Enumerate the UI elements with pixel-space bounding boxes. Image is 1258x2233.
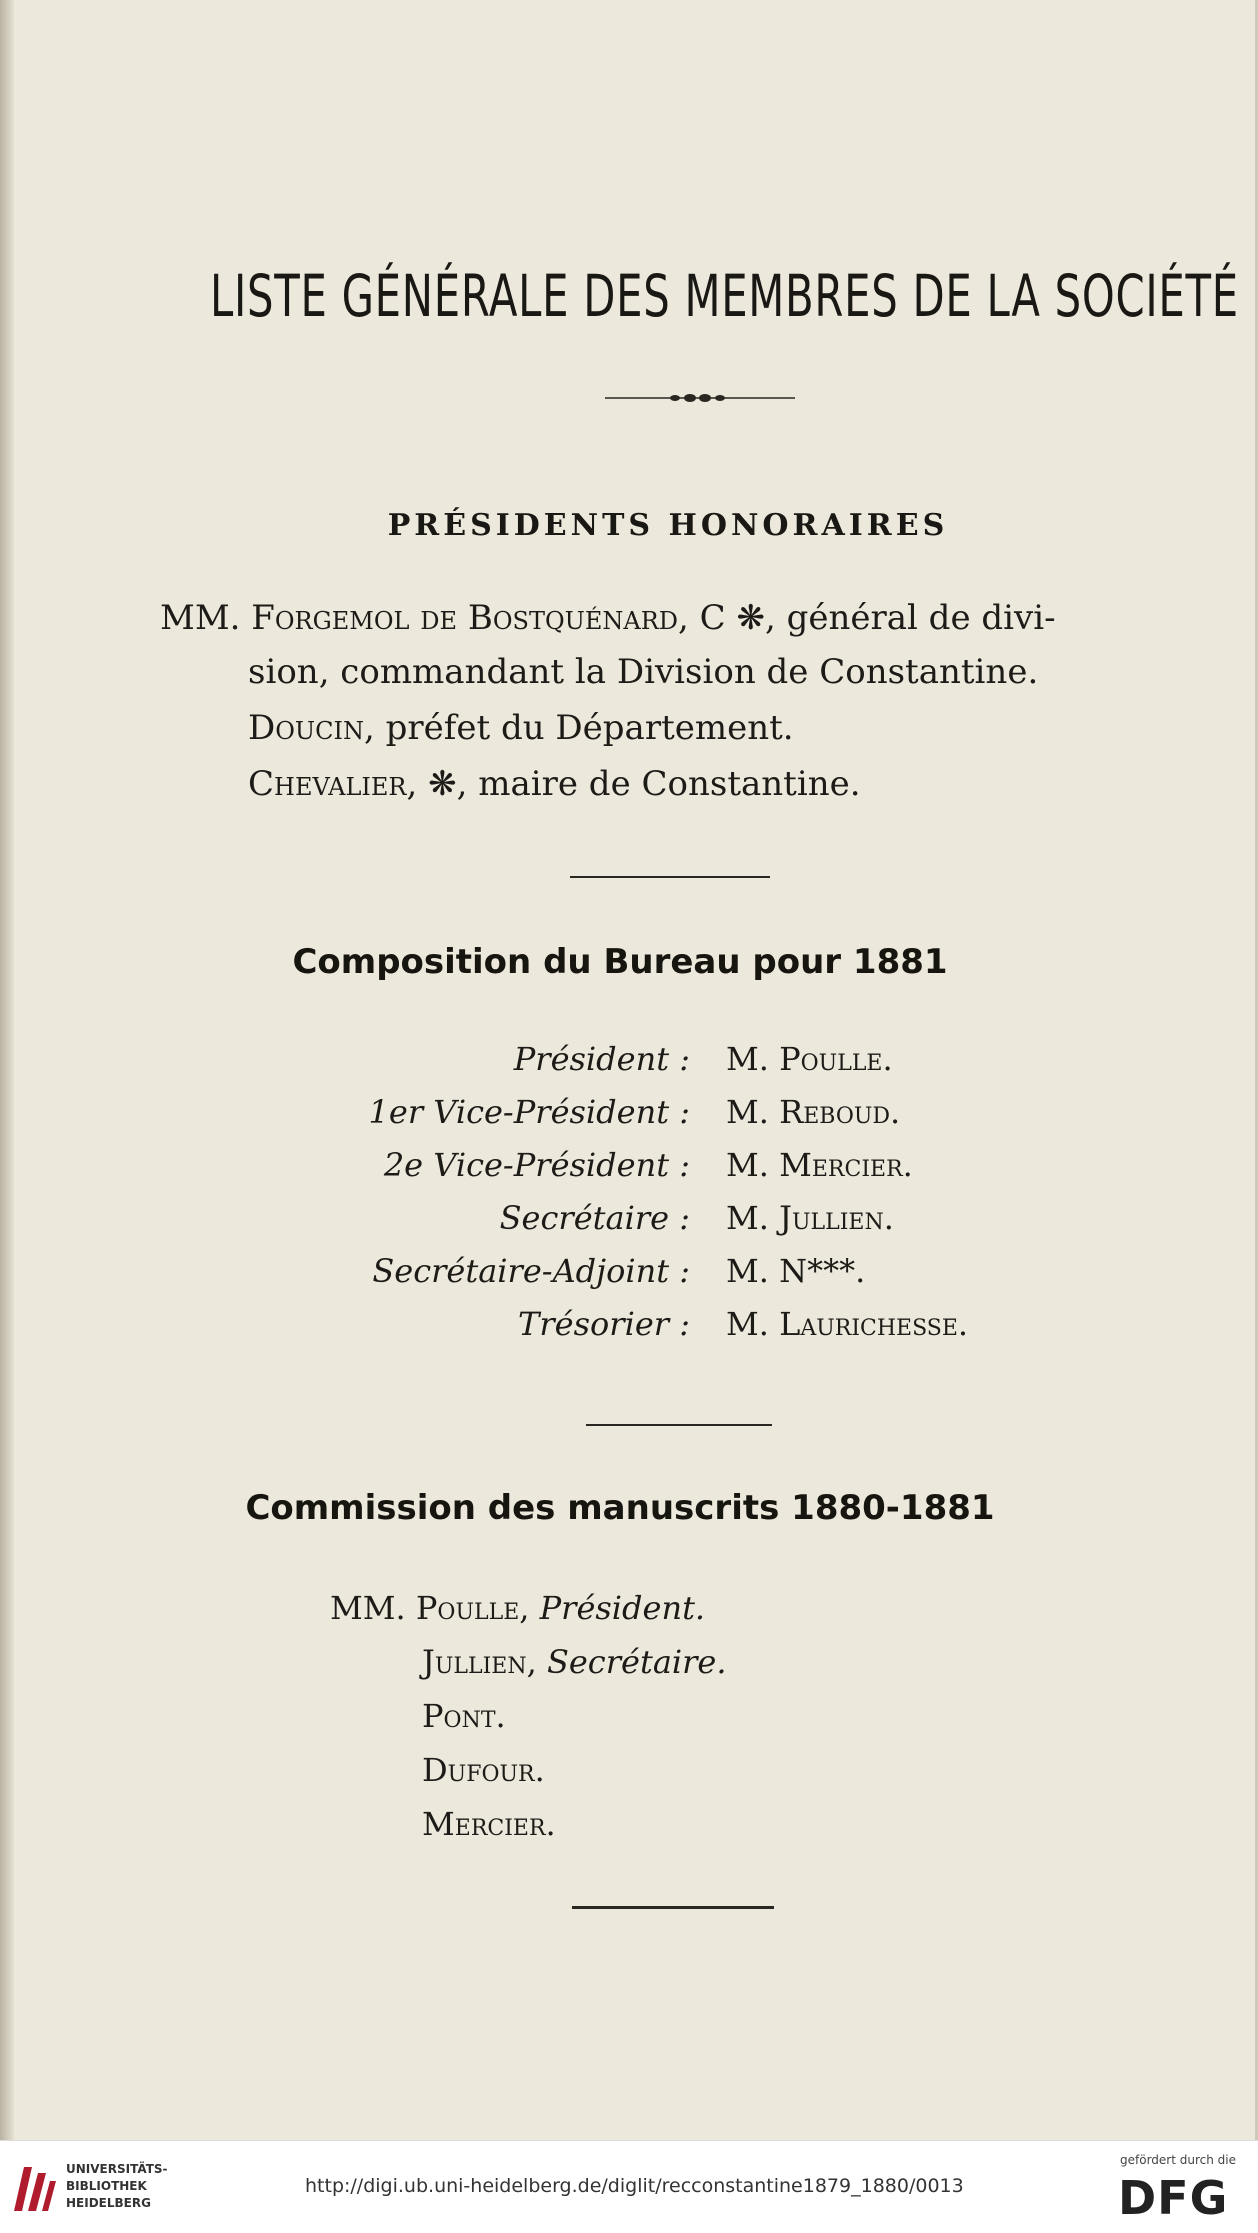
presidents-heading: PRÉSIDENTS HONORAIRES — [387, 508, 949, 543]
member-name: Jullien — [422, 1643, 527, 1681]
commission-line-2: Jullien, Secrétaire. — [422, 1643, 727, 1681]
commission-line-1: MM. Poulle, Président. — [330, 1589, 706, 1627]
commission-line-5: Mercier. — [422, 1805, 556, 1843]
president-name: Doucin — [248, 708, 365, 748]
office-holder-name: M. Mercier. — [726, 1146, 913, 1184]
office-role: 2e Vice-Président : — [383, 1146, 690, 1184]
office-role: 1er Vice-Président : — [368, 1093, 690, 1131]
office-holder-name: M. N***. — [726, 1252, 866, 1290]
office-role: Président : — [513, 1040, 690, 1078]
office-holder-name: M. Laurichesse. — [726, 1305, 969, 1343]
section-divider — [586, 1424, 772, 1426]
president-detail: , préfet du Département. — [364, 708, 794, 748]
commission-heading: Commission des manuscrits 1880-1881 — [245, 1488, 995, 1528]
office-role: Secrétaire-Adjoint : — [372, 1252, 690, 1290]
office-holder-name: M. Jullien. — [726, 1199, 894, 1237]
member-name: Poulle — [415, 1589, 520, 1627]
office-holder — [726, 1199, 894, 1237]
office-role: Secrétaire : — [499, 1199, 690, 1237]
ornament-divider — [605, 392, 795, 404]
permalink-url[interactable]: http://digi.ub.uni-heidelberg.de/diglit/recconstantine1879_1880/0013 — [305, 2175, 964, 2197]
office-holder — [726, 1146, 913, 1184]
presidents-line-3 — [248, 706, 794, 750]
dfg-logo: DFG — [1118, 2171, 1229, 2225]
section-divider — [572, 1906, 774, 1909]
president-detail: , C ❋, général de divi- — [678, 598, 1056, 638]
library-name: UNIVERSITÄTS- BIBLIOTHEK HEIDELBERG — [66, 2162, 168, 2210]
office-holder — [726, 1305, 968, 1343]
office-role: Trésorier : — [518, 1305, 690, 1343]
president-name: Chevalier — [248, 764, 407, 804]
commission-line-3: Pont. — [422, 1697, 506, 1735]
office-holder-name: M. Poulle. — [726, 1040, 893, 1078]
presidents-line-4 — [248, 762, 861, 806]
office-holder — [726, 1252, 865, 1290]
office-holder — [726, 1040, 893, 1078]
viewer-footer — [0, 2140, 1258, 2233]
university-library-logo-icon — [10, 2159, 58, 2215]
section-divider — [570, 876, 770, 878]
bureau-heading: Composition du Bureau pour 1881 — [292, 942, 948, 982]
office-holder — [726, 1093, 900, 1131]
mm-prefix: MM. — [330, 1589, 406, 1627]
member-role: Secrétaire. — [546, 1643, 727, 1681]
presidents-line-2: sion, commandant la Division de Constantine. — [248, 652, 1039, 692]
president-detail: , ❋, maire de Constantine. — [406, 764, 861, 804]
commission-line-4: Dufour. — [422, 1751, 545, 1789]
page-title: LISTE GÉNÉRALE DES MEMBRES DE LA SOCIÉTÉ — [210, 262, 1239, 330]
president-name: Forgemol de Bostquénard — [251, 598, 679, 638]
presidents-line-1 — [160, 596, 1056, 640]
funded-by-label: gefördert durch die — [1120, 2153, 1236, 2167]
member-role: Président. — [539, 1589, 706, 1627]
office-holder-name: M. Reboud. — [726, 1093, 901, 1131]
mm-prefix: MM. — [160, 598, 241, 638]
